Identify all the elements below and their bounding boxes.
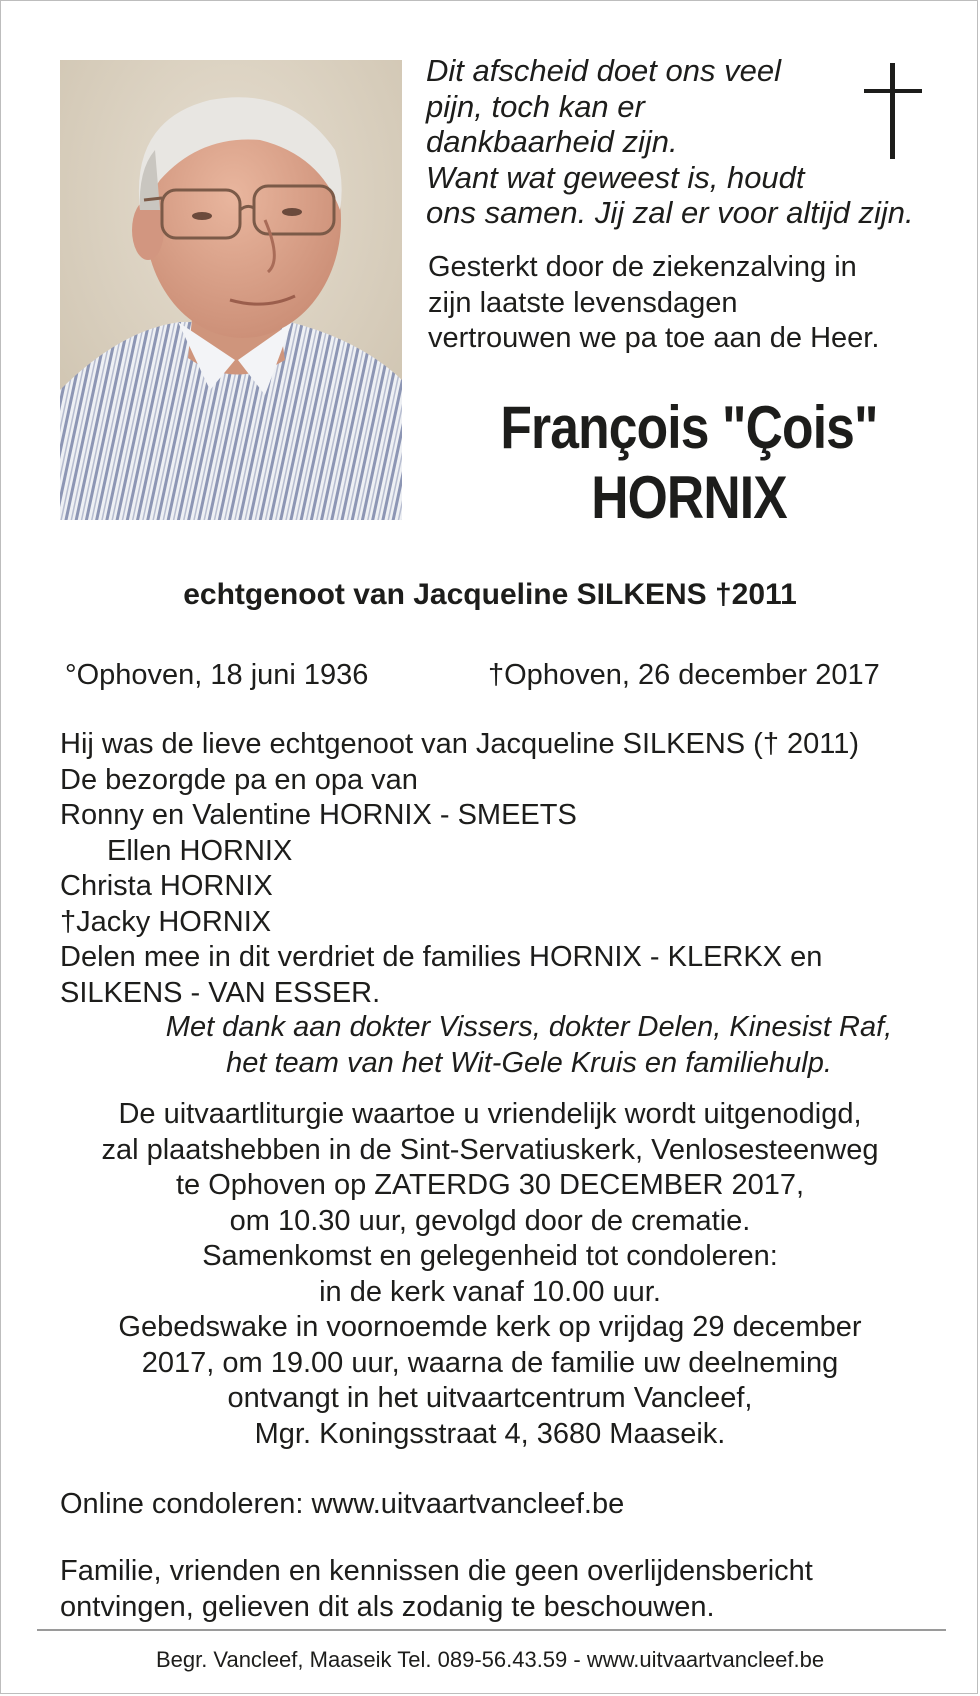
birth-date: °Ophoven, 18 juni 1936 (65, 659, 369, 691)
thanks-line: het team van het Wit-Gele Kruis en familiehulp. (226, 1046, 832, 1079)
notice-line: Familie, vrienden en kennissen die geen overlijdensbericht (60, 1555, 813, 1587)
family-line: Delen mee in dit verdriet de families HORNIX - KLERKX en (60, 941, 823, 973)
funeral-line: ontvangt in het uitvaartcentrum Vancleef, (227, 1382, 753, 1414)
notice-text (60, 1554, 813, 1625)
funeral-line: om 10.30 uur, gevolgd door de crematie. (229, 1204, 751, 1237)
online-condolences: Online condoleren: www.uitvaartvancleef.be (60, 1488, 625, 1520)
family-line: De bezorgde pa en opa van (60, 763, 418, 796)
family-text (60, 727, 960, 1011)
thanks-line: Met dank aan dokter Vissers, dokter Delen, Kinesist Raf, (165, 1011, 893, 1043)
funeral-line: in de kerk vanaf 10.00 uur. (319, 1275, 661, 1308)
strength-line: vertrouwen we pa toe aan de Heer. (428, 322, 880, 354)
strength-line: zijn laatste levensdagen (428, 286, 738, 319)
poem-line: dankbaarheid zijn. (426, 124, 678, 159)
funeral-details (1, 1097, 979, 1452)
deceased-first-name: François "Çois" (500, 394, 878, 461)
funeral-line: zal plaatshebben in de Sint-Servatiuskerk, Venlosesteenweg (101, 1133, 879, 1166)
funeral-home-footer: Begr. Vancleef, Maaseik Tel. 089-56.43.59 - www.uitvaartvancleef.be (155, 1647, 825, 1672)
family-line: Ronny en Valentine HORNIX - SMEETS (60, 799, 577, 831)
poem-line: Want wat geweest is, houdt (426, 159, 805, 195)
funeral-line: te Ophoven op ZATERDG 30 DECEMBER 2017, (175, 1169, 805, 1201)
poem-line: pijn, toch kan er (426, 88, 645, 124)
funeral-line: 2017, om 19.00 uur, waarna de familie uw deelneming (141, 1346, 839, 1379)
family-line: †Jacky HORNIX (60, 905, 272, 938)
deceased-last-name: HORNIX (591, 464, 787, 531)
notice-line: ontvingen, gelieven dit als zodanig te beschouwen. (60, 1590, 715, 1623)
funeral-line: De uitvaartliturgie waartoe u vriendelijk wordt uitgenodigd, (118, 1098, 862, 1130)
portrait-photo (60, 60, 402, 520)
latin-cross-icon (864, 63, 922, 159)
footer-divider (37, 1629, 946, 1631)
family-line: Christa HORNIX (60, 870, 273, 902)
family-line: Hij was de lieve echtgenoot van Jacqueline SILKENS († 2011) (60, 728, 860, 760)
thanks-text (1, 1010, 979, 1081)
deceased-name (457, 393, 921, 533)
poem (426, 53, 936, 231)
poem-line: ons samen. Jij zal er voor altijd zijn. (426, 195, 914, 230)
family-line: Ellen HORNIX (107, 834, 293, 867)
funeral-line: Samenkomst en gelegenheid tot condoleren: (202, 1240, 778, 1272)
funeral-line: Mgr. Koningsstraat 4, 3680 Maaseik. (254, 1417, 726, 1450)
poem-line: Dit afscheid doet ons veel (426, 53, 781, 88)
strength-line: Gesterkt door de ziekenzalving in (428, 251, 857, 283)
family-line: SILKENS - VAN ESSER. (60, 976, 381, 1009)
funeral-line: Gebedswake in voornoemde kerk op vrijdag 29 december (118, 1311, 862, 1343)
death-date: †Ophoven, 26 december 2017 (488, 659, 880, 691)
strength-text (428, 250, 948, 357)
spouse-line: echtgenoot van Jacqueline SILKENS †2011 (183, 578, 797, 611)
